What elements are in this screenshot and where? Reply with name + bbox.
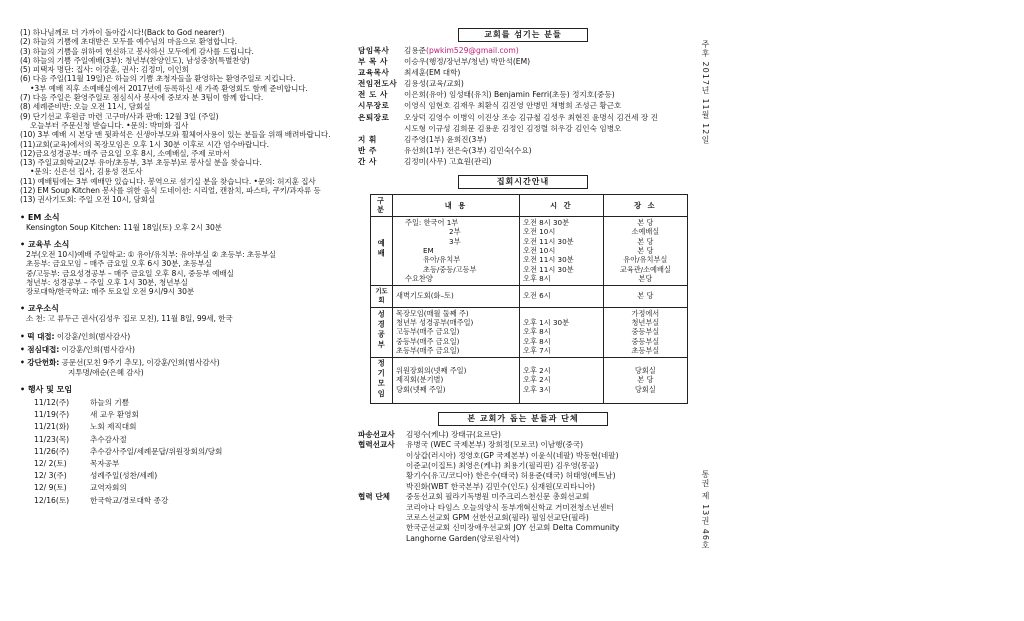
services-header-cell: 시 간 [520, 195, 604, 217]
schedule-title: • 행사 및 모임 [20, 384, 73, 394]
mission-label: 파송선교사 [358, 429, 395, 439]
services-place: 중등부실 [631, 327, 660, 337]
services-time: 오후 2시 [523, 375, 551, 385]
services-place: 교육관/소예배실 [619, 264, 671, 274]
announcement-line: (13) 권사기도회: 주일 오전 10시, 담회실 [20, 195, 156, 205]
staff-row [358, 145, 688, 156]
services-place: 본 당 [637, 217, 654, 227]
member-news-title: • 교우소식 [20, 304, 59, 314]
education-line: 청년부: 성경공부 – 주일 오후 1시 30분, 청년부실 [26, 277, 188, 287]
mission-value: 중동선교회 필라기독병원 미주크리스천신문 총회선교회 [406, 492, 590, 502]
announcement-line: (7) 다음 주일은 환영주일로 점심식사 봉사에 중보자 분 3팀이 함께 합니다. [20, 93, 264, 103]
staff-row [358, 67, 688, 78]
duty-row [20, 358, 350, 367]
duty-row [20, 368, 350, 377]
mission-label [358, 503, 406, 513]
services-content: 3부 [449, 236, 461, 246]
staff-label: 담임목사 [358, 46, 390, 55]
duty-row [20, 345, 350, 354]
schedule-event: 한국학교/경로대학 종강 [90, 495, 169, 505]
member-news [20, 304, 350, 323]
services-content: 청년부 성경공부(매주일) [396, 317, 474, 327]
services-content: 2부 [449, 227, 461, 237]
mission-label [358, 451, 406, 461]
services-header-cell: 구분 [371, 195, 393, 217]
services-category: 정기모임 [377, 358, 387, 400]
staff-label: 전 도 사 [358, 90, 388, 100]
duty-label: • 점심대접: [20, 345, 60, 355]
duty-label: • 강단헌화: [20, 358, 60, 368]
announcement-line: (2) 하늘의 기쁨에 초대받은 모두를 예수님의 마음으로 환영합니다. [20, 37, 238, 47]
services-place: 본당 [638, 274, 653, 284]
mission-label [358, 513, 406, 523]
schedule-row [34, 482, 350, 494]
schedule-event: 교역자회의 [90, 483, 127, 493]
mission-row [358, 513, 688, 523]
duties-list [20, 332, 350, 377]
services-place: 본 당 [637, 246, 654, 256]
services-content: 초등부(매주 금요일) [396, 346, 460, 356]
schedule-row [34, 409, 350, 421]
pastor-email: (pwkim529@gmail.com) [426, 46, 519, 55]
services-time: 오전 8시 30분 [523, 217, 570, 227]
schedule-event: 하늘의 기쁨 [90, 397, 130, 407]
staff-label: 전임전도사 [358, 79, 398, 89]
schedule-date: 11/26(주) [34, 446, 70, 456]
bulletin-volume: 통권 제 13권 46호 [701, 470, 710, 550]
mission-row [358, 430, 688, 440]
announcement-line: (13) 주일교회학교(2부 유아/초등부, 3부 초등부)로 봉사실 분을 찾습니다. [20, 158, 262, 168]
staff-label: 은퇴장로 [358, 112, 390, 122]
services-header-cell: 장 소 [603, 195, 687, 217]
duty-value: 지투명/애순(은혜 감사) [68, 367, 144, 377]
bulletin-date: 주후 2017년 11월 12일 [701, 40, 710, 145]
services-header-cell: 내 용 [393, 195, 520, 217]
staff-value: 이승우(행정/장년부/청년) 박만석(EM) [404, 57, 531, 67]
mission-label [358, 523, 406, 533]
announcement-line: (5) 피택자 명단: 집사: 이강훈, 권사: 김정미, 이인희 [20, 65, 189, 75]
mission-row [358, 451, 688, 461]
mission-row [358, 503, 688, 513]
services-content: 당회(넷째 주일) [396, 384, 446, 394]
services-time: 오후 8시 [523, 327, 551, 337]
mission-label [358, 534, 406, 544]
staff-row [358, 45, 688, 56]
services-category: 성경공부 [377, 310, 387, 352]
services-category: 기도회 [371, 285, 393, 307]
schedule-date: 11/12(주) [34, 397, 70, 407]
announcement-line: (10) 3부 예배 시 본당 맨 뒷좌석은 신생아부모와 휠체어사용이 있는 분들을 위해 배려바랍니다. [20, 130, 331, 140]
staff-label: 부 목 사 [358, 57, 388, 67]
services-content: 중등부(매주 금요일) [396, 336, 460, 346]
duty-value: 이강훈/인희(범사감사) [61, 345, 135, 355]
education-line: 초등부: 금요모임 – 매주 금요일 오후 6시 30분, 초등부실 [26, 259, 212, 269]
schedule-date: 12/ 3(주) [34, 471, 67, 481]
staff-label: 교육목사 [358, 68, 390, 78]
mission-value: 김평수(케냐) 장태규(요르단) [406, 429, 501, 439]
education-line: 장로대학/한국학교: 매주 토요일 오전 9시/9시 30분 [26, 287, 195, 297]
mission-value: 코로스선교회 GPM 선한선교회(필라) 필임선교단(필라) [406, 513, 589, 522]
schedule-row [34, 470, 350, 482]
education-news [20, 240, 350, 296]
staff-value: 김용준 [404, 46, 427, 55]
announcement-line: (4) 하늘의 기쁨 주일예배(3부): 청년부(찬양인도), 남성중창(특별찬양) [20, 55, 250, 65]
schedule-row [34, 446, 350, 458]
services-content: EM [423, 246, 434, 256]
announcement-line: (11) 예배팀에는 3부 예배만 있습니다. 봉역으로 섬기실 분을 찾습니다. •문의: 허지훈 집사 [20, 176, 316, 186]
services-place: 초등부실 [631, 346, 660, 356]
services-row-meetings [371, 357, 688, 403]
services-time: 오후 1시 30분 [523, 317, 570, 327]
schedule-date: 11/21(화) [34, 422, 70, 432]
mission-row [358, 492, 688, 502]
services-content: 새벽기도회(화–토) [393, 285, 520, 307]
schedule [20, 385, 350, 507]
schedule-row [34, 421, 350, 433]
services-content: 목장모임(매월 둘째 주) [396, 308, 469, 318]
staff-value: 오상덕 김영수 이병익 이진상 조승 김규철 김성우 최현진 윤명식 김건세 장 진 [404, 112, 658, 122]
education-line: 중/고등부: 금요성경공부 – 매주 금요일 오후 8시, 중등부 예배실 [26, 268, 234, 278]
schedule-event: 노회 제직대회 [90, 422, 137, 432]
schedule-event: 추수감사주일/세례문답/위원장회의/당회 [90, 446, 223, 456]
services-time: 오전 10시 [523, 246, 556, 256]
mission-value: Langhorne Garden(양로원사역) [406, 533, 520, 543]
mission-value: 박진화(WBT 한국본부) 김민수(인도) 심재원(모리타니아) [406, 481, 596, 491]
schedule-date: 12/16(토) [34, 495, 70, 505]
mission-value: 한국군선교회 신미장애우선교회 JOY 선교회 Delta Community [406, 523, 620, 533]
schedule-event: 성례주일(성찬/세례) [90, 471, 158, 481]
services-title: 집회시간안내 [458, 175, 588, 189]
services-time: 오전 10시 [523, 227, 556, 237]
mission-row [358, 471, 688, 481]
services-time: 오전 11시 30분 [523, 236, 574, 246]
schedule-event: 새 교우 환영회 [90, 410, 139, 420]
services-content: 제직회(분기별) [396, 375, 444, 385]
mission-row [358, 534, 688, 544]
education-line: 2부(오전 10시)예배 주일학교: ① 유아/유치부: 유아부실 ② 초등부: 초등부실 [26, 249, 276, 259]
staff-value: 이은희(유아) 임성태(유치) Benjamin Ferri(초등) 정지호(중등) [404, 90, 615, 100]
member-news-body: 소 천: 고 류두근 권사(김성우 집로 모친), 11월 8일, 99세, 한국 [26, 314, 233, 324]
staff-label: 지 휘 [358, 134, 377, 144]
services-category: 예배 [377, 239, 387, 260]
staff-value: 이영식 임현호 김재우 최환식 김진영 안병민 채병희 조성근 황근호 [404, 101, 622, 111]
services-place: 유아/유치부실 [623, 255, 668, 265]
mission-value: 코리아나 타임스 오늘의양식 동부개혁신학교 거미전청소년센터 [406, 502, 614, 512]
announcement-line: (9) 단기선교 후원금 마련 고구마/사과 판매: 12월 3일 (주일) [20, 111, 219, 121]
staff-value: 최세훈(EM 대학) [404, 68, 461, 78]
announcement-line: (6) 다음 주일(11월 19일)은 하늘의 기쁨 초청자들을 환영하는 환영주일로 지킵니다. [20, 74, 296, 84]
services-row-worship [371, 216, 688, 285]
duty-value: 이강훈/인희(범사감사) [56, 331, 131, 341]
services-table [370, 194, 688, 404]
staff-row [358, 100, 688, 111]
schedule-date: 12/ 9(토) [34, 483, 67, 493]
announcement-line: •3부 예배 직후 소예배실에서 2017년에 등록하신 새 가족 환영회도 함께 준비합니다. [30, 83, 308, 93]
announcement-line: •문의: 신은선 집사, 김용성 전도사 [30, 167, 143, 177]
services-time: 오후 8시 [523, 336, 551, 346]
services-time: 오후 7시 [523, 346, 551, 356]
services-time [523, 309, 600, 318]
em-news-body: Kensington Soup Kitchen: 11월 18일(토) 오후 2시 30분 [26, 222, 222, 232]
mission-label: 협력 단체 [358, 492, 390, 502]
schedule-row [34, 495, 350, 507]
services-place: 당회실 [634, 366, 656, 376]
staff-row [358, 56, 688, 67]
services-place: 가정에서 [631, 308, 660, 318]
services-row-study [371, 307, 688, 357]
mission-value: 황기수(유고/코디아) 한은수(태국) 허용준(태국) 허태영(베트남) [406, 471, 616, 481]
right-column [358, 28, 688, 544]
staff-value: 유선희(1부) 전은숙(3부) 김민숙(수요) [404, 145, 532, 155]
missions-title: 본 교회가 돕는 분들과 단체 [438, 412, 608, 426]
mission-label [358, 461, 406, 471]
schedule-event: 추수감사절 [90, 434, 127, 444]
mission-label: 협력선교사 [358, 440, 395, 450]
duty-label: • 떡 대접: [20, 331, 55, 341]
mission-label [358, 471, 406, 481]
schedule-date: 12/ 2(토) [34, 458, 67, 468]
mission-row [358, 523, 688, 533]
services-place: 당회실 [634, 384, 656, 394]
announcements-list [20, 28, 350, 205]
services-place: 청년부실 [631, 317, 660, 327]
staff-value: 김정미(사무) 고효원(관리) [404, 156, 492, 166]
schedule-date: 11/23(목) [34, 434, 70, 444]
duty-value: 공문선(모친 9주기 추모), 이강훈/인희(범사감사) [61, 358, 220, 368]
services-place: 중등부실 [631, 336, 660, 346]
services-content: 고등부(매주 금요일) [396, 327, 460, 337]
schedule-row [34, 397, 350, 409]
staff-row [358, 123, 688, 134]
announcement-line: (12) EM Soup Kitchen 봉사를 위한 음식 도네이션: 시리얼, 캔참치, 파스타, 쿠키/과자류 등 [20, 186, 321, 196]
mission-label [358, 482, 406, 492]
schedule-row [34, 458, 350, 470]
services-time: 오전 11시 30분 [523, 264, 574, 274]
mission-value: 이상갑(러시아) 정영호(GP 국제본부) 이윤식(네팔) 박동현(네팔) [406, 450, 619, 460]
announcement-line: (12)금요성경공부: 매주 금요일 오후 8시, 소예배실, 주제 로마서 [20, 148, 230, 158]
staff-title: 교회를 섬기는 분들 [458, 28, 588, 42]
services-content: 수요찬양 [405, 274, 433, 284]
staff-label: 반 주 [358, 145, 377, 155]
schedule-row [34, 434, 350, 446]
staff-row [358, 89, 688, 100]
services-place: 본 당 [637, 375, 654, 385]
staff-row [358, 156, 688, 167]
services-content: 초등/중등/고등부 [423, 264, 477, 274]
em-news-title: • EM 소식 [20, 212, 60, 222]
announcement-line: (3) 하늘의 기쁨을 위하여 헌신하고 봉사하신 모두에게 감사를 드립니다. [20, 46, 254, 56]
services-place: 소예배실 [631, 227, 660, 237]
missions-list [358, 430, 688, 544]
announcement-line: (11)교회(교육)에서의 목장모임은 오후 1시 30분 이후로 시간 엄수바랍니다. [20, 139, 269, 149]
education-news-title: • 교육부 소식 [20, 239, 70, 249]
staff-value: 시도형 이규성 김희문 김용운 김정인 김정렬 허우강 김인숙 임병오 [404, 123, 622, 133]
staff-value: 김용성(교육/교회) [404, 79, 464, 89]
services-header-row [371, 195, 688, 217]
staff-label: 시무장로 [358, 101, 390, 111]
services-content: 주일: 한국어 1부 [405, 217, 459, 227]
mission-row [358, 461, 688, 471]
staff-value: 김주영(1부) 윤희진(3부) [404, 134, 487, 144]
services-place: 본 당 [603, 285, 687, 307]
staff-list [358, 45, 688, 167]
staff-row [358, 112, 688, 123]
mission-value: 유병국 (WEC 국제본부) 장희정(모로코) 이남행(중국) [406, 440, 584, 450]
staff-row [358, 134, 688, 145]
schedule-event: 목자공부 [90, 458, 120, 468]
mission-row [358, 440, 688, 450]
mission-value: 이준교(이집트) 최영은(케냐) 최용기(필리핀) 김우영(몽골) [406, 460, 599, 470]
announcement-line: (8) 세례준비반: 오늘 오전 11시, 담회실 [20, 102, 151, 112]
staff-label: 간 사 [358, 156, 377, 166]
services-content: 위원장회의(넷째 주일) [396, 366, 467, 376]
schedule-date: 11/19(주) [34, 410, 70, 420]
services-row-dawn [371, 285, 688, 307]
announcement-line: (1) 하나님께로 더 가까이 돌아갑시다!(Back to God nearer!) [20, 28, 225, 37]
services-place: 본 당 [637, 236, 654, 246]
services-time: 오후 3시 [523, 384, 551, 394]
services-time: 오전 6시 [520, 285, 604, 307]
mission-row [358, 482, 688, 492]
staff-label [358, 123, 404, 134]
services-time: 오후 2시 [523, 366, 551, 376]
announcement-line: 오늘부터 주문신청 받습니다. •문의: 박미화 집사 [30, 120, 189, 130]
duty-row [20, 332, 350, 341]
services-time: 오후 8시 [523, 274, 551, 284]
em-news [20, 213, 350, 232]
left-column [20, 28, 350, 507]
staff-row [358, 78, 688, 89]
services-time: 오전 11시 30분 [523, 255, 574, 265]
services-content: 유아/유치부 [423, 255, 461, 265]
